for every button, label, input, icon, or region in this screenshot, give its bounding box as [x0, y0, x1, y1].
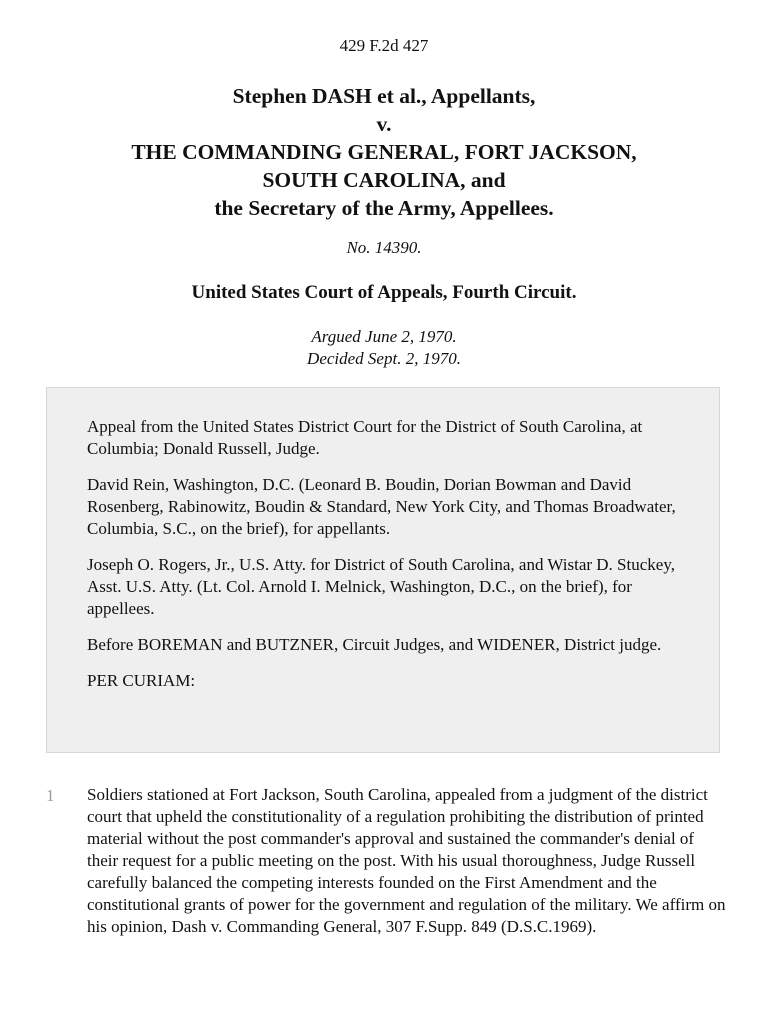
headnote-content: [87, 416, 687, 706]
decided-date: Decided Sept. 2, 1970.: [307, 349, 461, 368]
paragraph-number: 1: [46, 786, 55, 805]
appeal-statement: Appeal from the United States District Court for the District of South Carolina, at Columbia; Donald Russell, Judge.: [87, 417, 643, 458]
case-title-line-3: THE COMMANDING GENERAL, FORT JACKSON,: [131, 140, 637, 164]
opinion-paragraph: Soldiers stationed at Fort Jackson, South Carolina, appealed from a judgment of the district court that upheld the constitutionality of a regulation prohibiting the distribution of printed material without the post commander's approval and sustained the commander's denial of their request for a public meeting on the post. With his usual thoroughness, Judge Russell carefully balanced the competing interests founded on the First Amendment and the constitutional grants of power for the government and regulation of the military. We affirm on his opinion, Dash v. Commanding General, 307 F.Supp. 849 (D.S.C.1969).: [87, 785, 726, 936]
headnote-box: [46, 387, 720, 753]
docket-number: No. 14390.: [346, 238, 422, 257]
case-title-line-4: SOUTH CAROLINA, and: [262, 168, 506, 192]
case-title-line-1: Stephen DASH et al., Appellants,: [232, 84, 536, 108]
case-dates: [0, 326, 768, 370]
appellees-counsel: Joseph O. Rogers, Jr., U.S. Atty. for District of South Carolina, and Wistar D. Stuckey, Asst. U.S. Atty. (Lt. Col. Arnold I. Melnick, Washington, D.C., on the brief), for appellees.: [87, 555, 675, 618]
appellants-counsel: David Rein, Washington, D.C. (Leonard B. Boudin, Dorian Bowman and David Rosenberg, Rabinowitz, Boudin & Standard, New York City, and Thomas Broadwater, Columbia, S.C., on the brief), for appellants.: [87, 475, 676, 538]
argued-date: Argued June 2, 1970.: [311, 327, 457, 346]
court-name: United States Court of Appeals, Fourth Circuit.: [191, 282, 577, 303]
case-citation: 429 F.2d 427: [339, 36, 429, 55]
per-curiam-label: PER CURIAM:: [87, 671, 196, 690]
case-title-line-2: v.: [376, 112, 392, 136]
case-title: [0, 82, 768, 222]
judge-panel: Before BOREMAN and BUTZNER, Circuit Judges, and WIDENER, District judge.: [87, 635, 662, 654]
case-title-line-5: the Secretary of the Army, Appellees.: [214, 196, 554, 220]
